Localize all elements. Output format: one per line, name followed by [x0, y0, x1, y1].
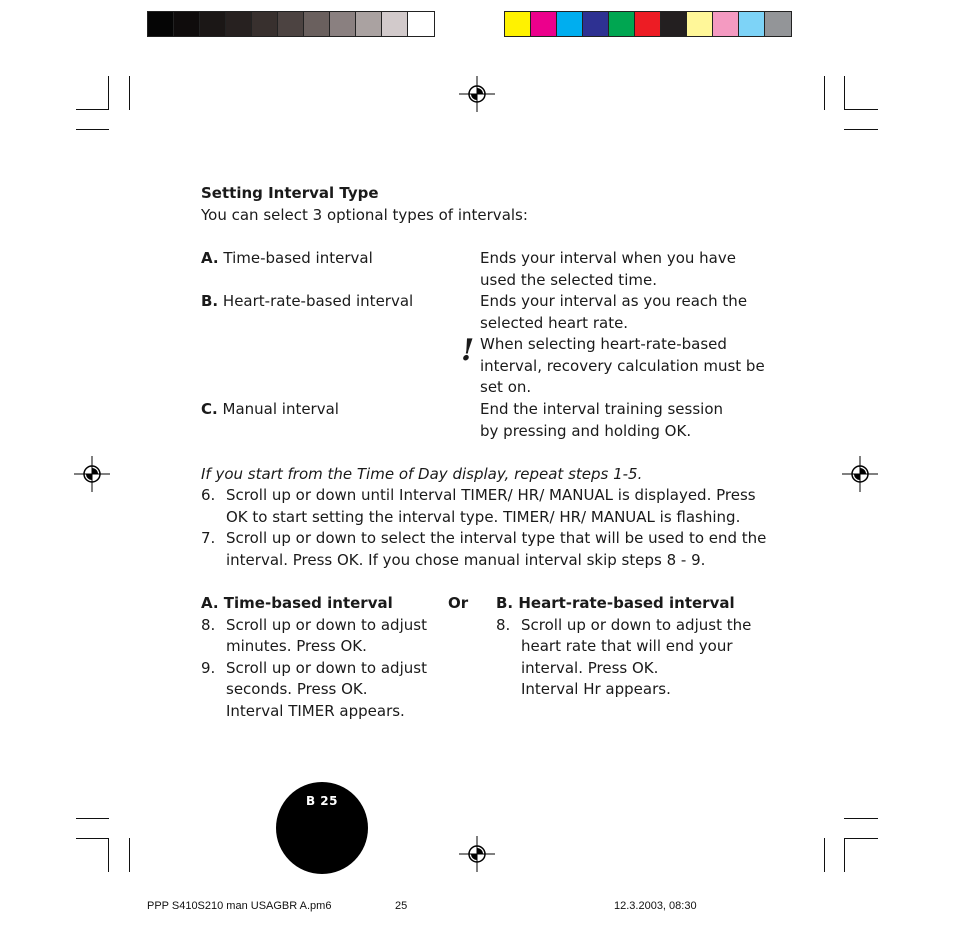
color-swatch — [356, 12, 382, 36]
color-swatch — [557, 12, 583, 36]
step-line: Scroll up or down to adjust — [226, 615, 427, 634]
color-swatch — [531, 12, 557, 36]
type-desc-line: selected heart rate. — [480, 313, 629, 332]
step-line: Scroll up or down to adjust the — [521, 615, 752, 634]
crop-mark — [824, 838, 825, 872]
step-line: Interval Hr appears. — [521, 680, 671, 699]
process-color-bar — [504, 11, 792, 37]
step-line: Interval TIMER appears. — [226, 701, 405, 720]
type-letter: A. — [201, 249, 219, 267]
step-line: OK to start setting the interval type. TIMER/ HR/ MANUAL is flashing. — [226, 507, 741, 526]
crop-mark — [76, 818, 109, 819]
color-swatch — [174, 12, 200, 36]
registration-mark-icon — [74, 456, 110, 492]
crop-mark — [824, 76, 825, 110]
step-number: 8. — [496, 615, 511, 634]
note-line: interval, recovery calculation must be — [480, 356, 765, 375]
crop-mark — [129, 838, 130, 872]
step-line: Scroll up or down to adjust — [226, 658, 427, 677]
color-swatch — [382, 12, 408, 36]
color-swatch — [330, 12, 356, 36]
footer-filename: PPP S410S210 man USAGBR A.pm6 — [147, 900, 332, 912]
color-swatch — [661, 12, 687, 36]
grayscale-bar — [147, 11, 435, 37]
color-swatch — [304, 12, 330, 36]
crop-mark — [844, 838, 878, 839]
footer-date: 12.3.2003, 08:30 — [614, 900, 697, 912]
step-line: Scroll up or down to select the interval type that will be used to end the — [226, 529, 767, 547]
color-swatch — [505, 12, 531, 36]
step-line: Scroll up or down until Interval TIMER/ HR/ MANUAL is displayed. Press — [226, 486, 756, 504]
italic-note: If you start from the Time of Day display, repeat steps 1-5. — [201, 465, 643, 483]
step-line: heart rate that will end your — [521, 637, 733, 656]
note-line: When selecting heart-rate-based — [480, 335, 727, 353]
crop-mark — [108, 838, 109, 872]
step-number: 9. — [201, 658, 216, 677]
column-a — [201, 593, 451, 723]
type-name: Heart-rate-based interval — [222, 292, 414, 310]
column-a-heading: A. Time-based interval — [201, 594, 393, 612]
crop-mark — [844, 76, 845, 110]
type-desc-line: End the interval training session — [480, 400, 724, 418]
color-swatch — [252, 12, 278, 36]
color-swatch — [609, 12, 635, 36]
crop-mark — [108, 76, 109, 110]
crop-mark — [76, 838, 109, 839]
type-desc-line: Ends your interval when you have — [480, 249, 736, 267]
step-number: 8. — [201, 615, 216, 634]
crop-mark — [76, 109, 109, 110]
step-number: 6. — [201, 486, 216, 504]
color-swatch — [408, 12, 434, 36]
type-desc-line: used the selected time. — [480, 270, 657, 289]
color-swatch — [200, 12, 226, 36]
footer-page: 25 — [395, 900, 408, 912]
exclamation-icon: ! — [461, 333, 475, 368]
registration-mark-icon — [459, 836, 495, 872]
column-b-heading: B. Heart-rate-based interval — [496, 594, 735, 612]
registration-mark-icon — [459, 76, 495, 112]
crop-mark — [844, 129, 878, 130]
page-number-label: B 25 — [305, 794, 339, 808]
color-swatch — [148, 12, 174, 36]
page-number-badge — [276, 782, 368, 874]
step-number: 7. — [201, 529, 216, 547]
type-name: Manual interval — [222, 400, 339, 418]
color-swatch — [635, 12, 661, 36]
type-letter: B. — [201, 292, 219, 310]
crop-mark — [129, 76, 130, 110]
step-line: interval. Press OK. If you chose manual interval skip steps 8 - 9. — [226, 550, 706, 569]
crop-mark — [76, 129, 109, 130]
crop-mark — [844, 838, 845, 872]
color-swatch — [765, 12, 791, 36]
column-b — [496, 593, 781, 702]
color-swatch — [278, 12, 304, 36]
color-swatch — [226, 12, 252, 36]
crop-mark — [844, 818, 878, 819]
step-line: minutes. Press OK. — [226, 637, 367, 656]
note-line: set on. — [480, 378, 532, 397]
section-title: Setting Interval Type — [201, 184, 379, 202]
type-desc-line: by pressing and holding OK. — [480, 421, 692, 440]
crop-mark — [844, 109, 878, 110]
type-name: Time-based interval — [223, 249, 373, 267]
color-swatch — [583, 12, 609, 36]
step-line: interval. Press OK. — [521, 658, 659, 677]
type-desc-line: Ends your interval as you reach the — [480, 292, 748, 310]
step-line: seconds. Press OK. — [226, 680, 368, 699]
registration-mark-icon — [842, 456, 878, 492]
color-swatch — [687, 12, 713, 36]
or-label: Or — [448, 594, 469, 612]
color-swatch — [739, 12, 765, 36]
section-intro: You can select 3 optional types of intervals: — [201, 205, 528, 224]
color-swatch — [713, 12, 739, 36]
type-letter: C. — [201, 400, 218, 418]
